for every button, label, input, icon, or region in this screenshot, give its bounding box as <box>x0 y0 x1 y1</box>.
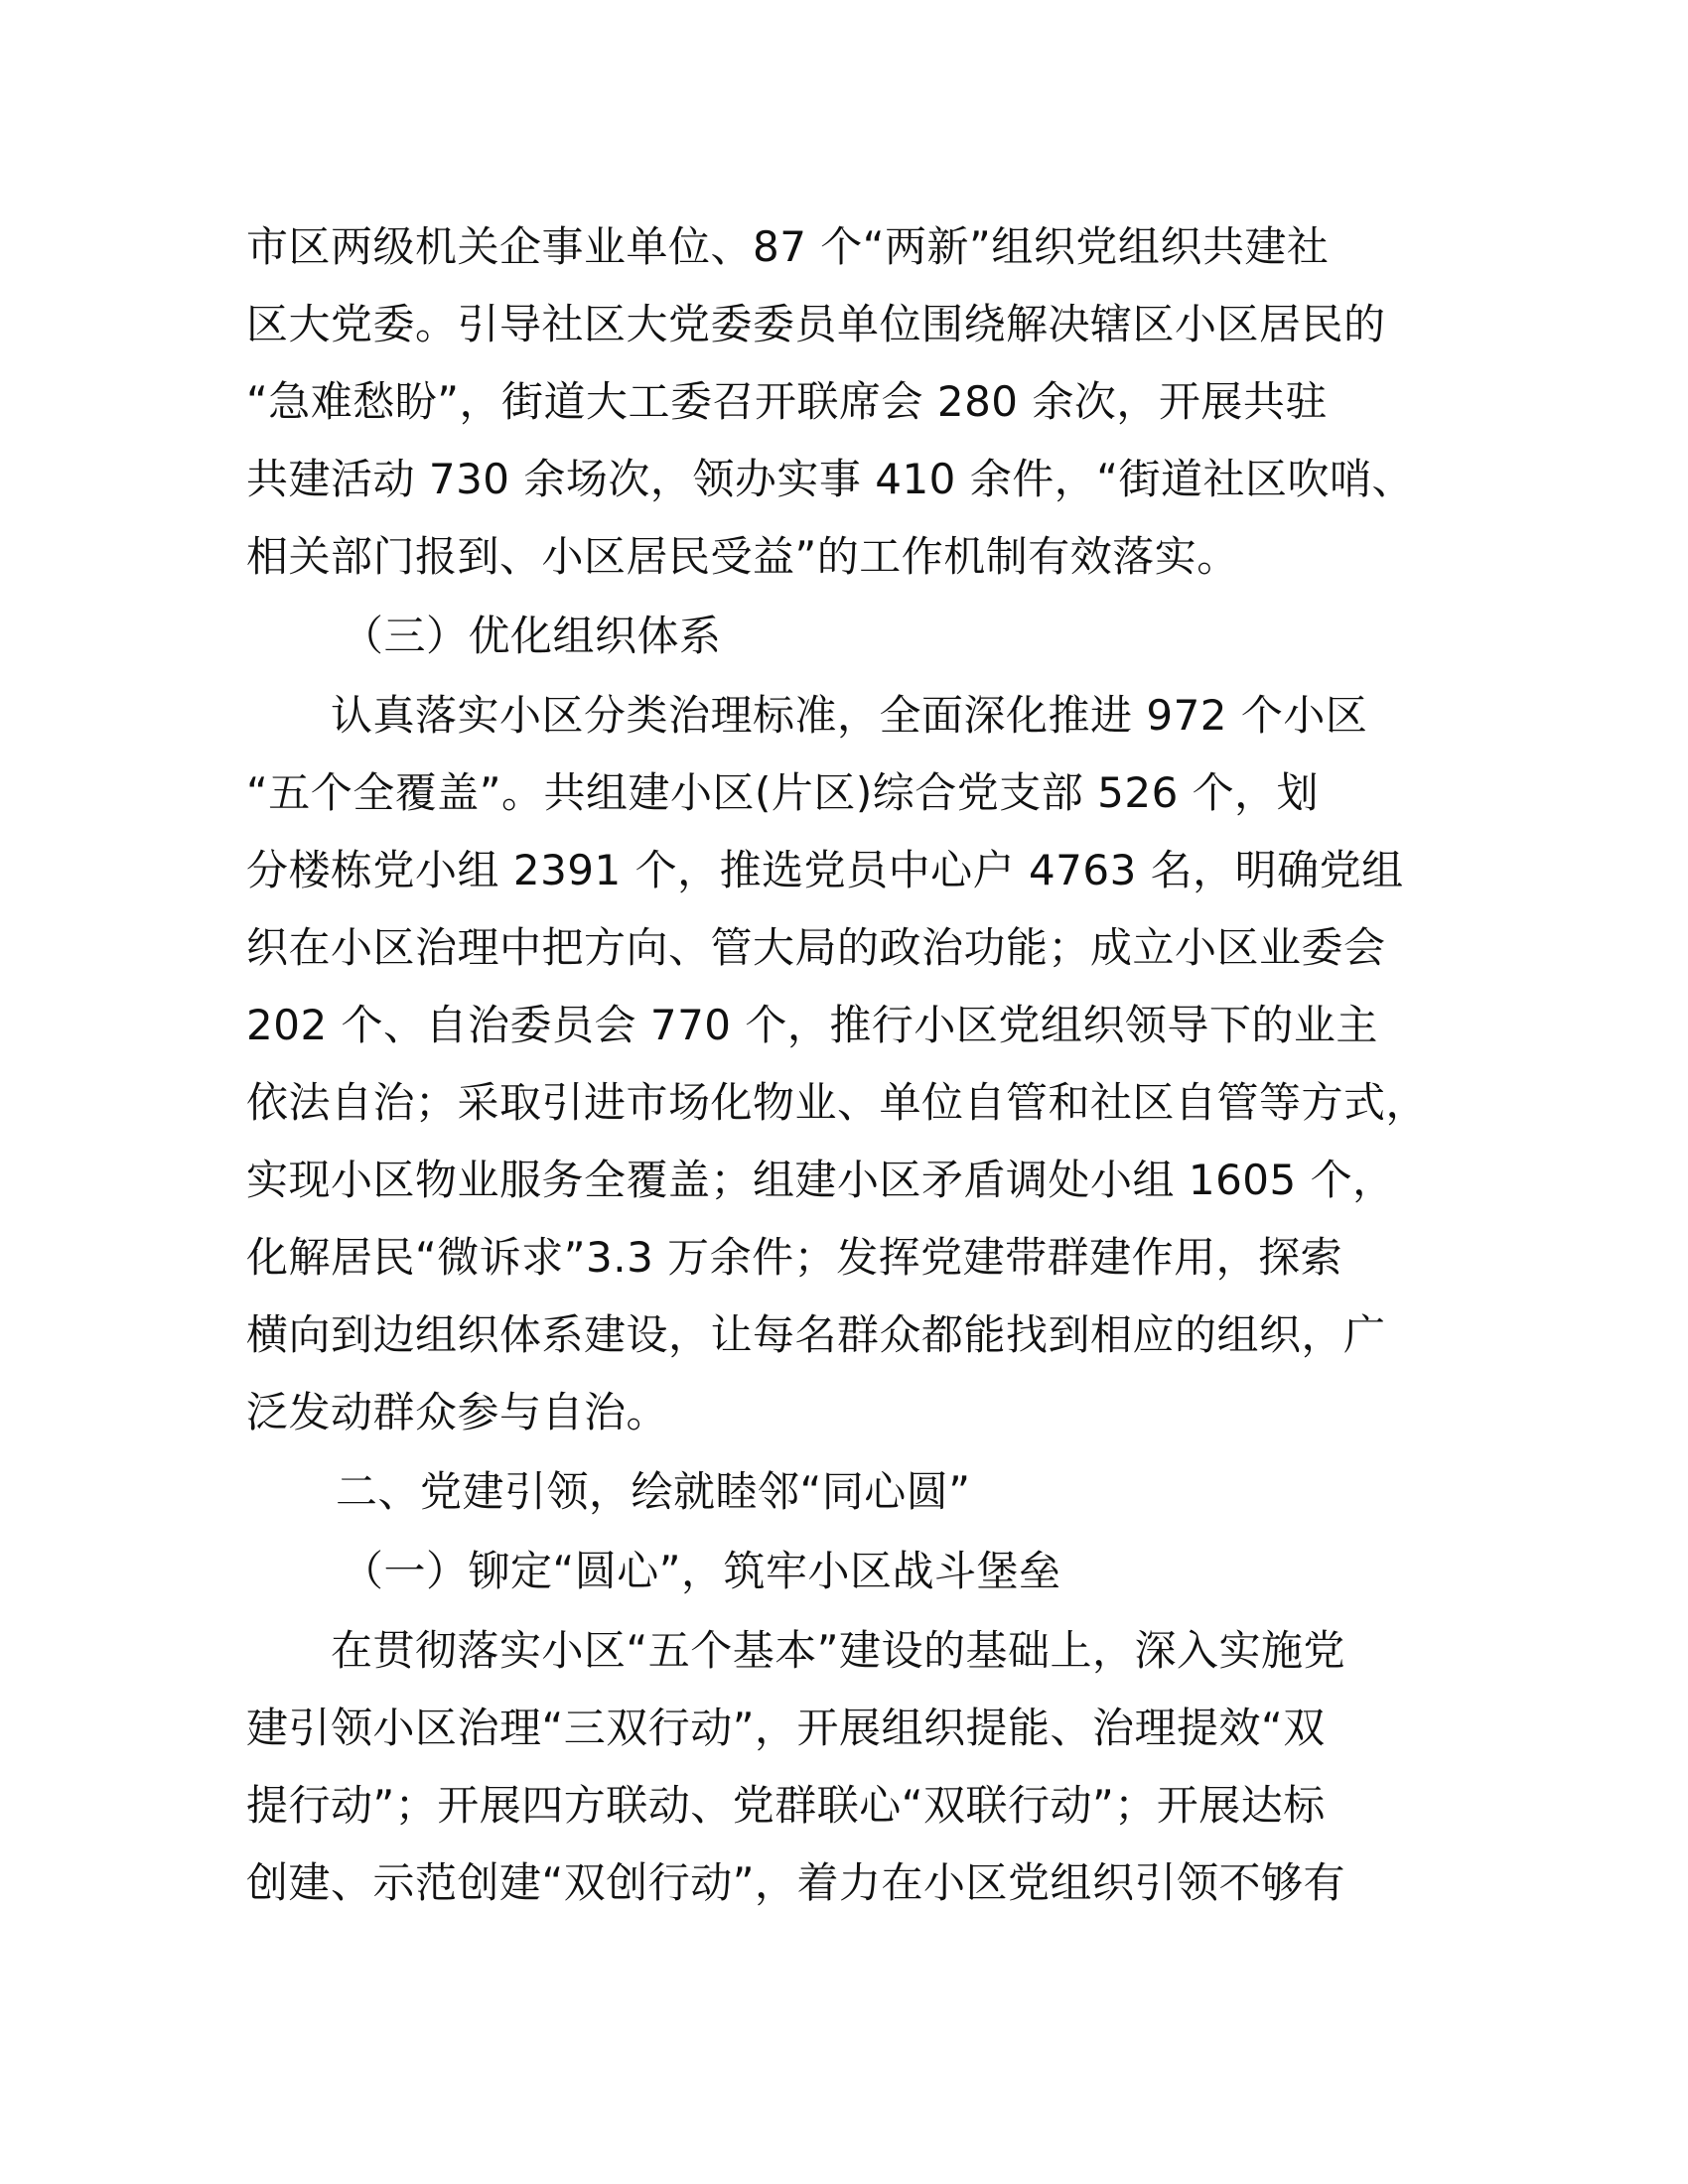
text-line: 建引领小区治理“三双行动”，开展组织提能、治理提效“双 <box>246 1704 1326 1752</box>
text-line: 区大党委。引导社区大党委委员单位围绕解决辖区小区居民的 <box>246 300 1386 348</box>
text-line: 在贯彻落实小区“五个基本”建设的基础上，深入实施党 <box>246 1626 1346 1675</box>
text-line: 202 个、自治委员会 770 个，推行小区党组织领导下的业主 <box>246 1001 1378 1049</box>
chapter-heading-party-leadership <box>246 1453 1458 1531</box>
paragraph-3 <box>246 1612 1458 1922</box>
text-line: 创建、示范创建“双创行动”，着力在小区党组织引领不够有 <box>246 1858 1346 1907</box>
text-line: 提行动”；开展四方联动、党群联心“双联行动”；开展达标 <box>246 1781 1326 1830</box>
text-line: 依法自治；采取引进市场化物业、单位自管和社区自管等方式， <box>246 1078 1429 1127</box>
text-line: 泛发动群众参与自治。 <box>246 1388 669 1436</box>
document-page <box>246 208 1458 1922</box>
text-line: 认真落实小区分类治理标准，全面深化推进 972 个小区 <box>246 691 1368 740</box>
text-line: 共建活动 730 余场次，领办实事 410 余件，“街道社区吹哨、 <box>246 455 1414 503</box>
text-line: 织在小区治理中把方向、管大局的政治功能；成立小区业委会 <box>246 923 1386 972</box>
text-line: 化解居民“微诉求”3.3 万余件；发挥党建带群建作用，探索 <box>246 1233 1343 1282</box>
text-line: “急难愁盼”，街道大工委召开联席会 280 余次，开展共驻 <box>246 377 1328 426</box>
paragraph-2 <box>246 677 1458 1451</box>
text-line: 实现小区物业服务全覆盖；组建小区矛盾调处小组 1605 个， <box>246 1156 1395 1204</box>
heading-text: 二、党建引领，绘就睦邻“同心圆” <box>336 1467 971 1516</box>
section-heading-anchor-center <box>246 1533 1458 1610</box>
paragraph-1 <box>246 208 1458 596</box>
heading-text: （三）优化组织体系 <box>342 612 722 660</box>
text-line: 横向到边组织体系建设，让每名群众都能找到相应的组织，广 <box>246 1310 1386 1359</box>
text-line: 分楼栋党小组 2391 个，推选党员中心户 4763 名，明确党组 <box>246 846 1404 894</box>
text-line: 相关部门报到、小区居民受益”的工作机制有效落实。 <box>246 532 1239 581</box>
heading-text: （一）铆定“圆心”，筑牢小区战斗堡垒 <box>342 1547 1061 1595</box>
section-heading-optimize-organization <box>246 598 1458 675</box>
text-line: “五个全覆盖”。共组建小区(片区)综合党支部 526 个，划 <box>246 768 1320 817</box>
text-line: 市区两级机关企事业单位、87 个“两新”组织党组织共建社 <box>246 222 1330 271</box>
